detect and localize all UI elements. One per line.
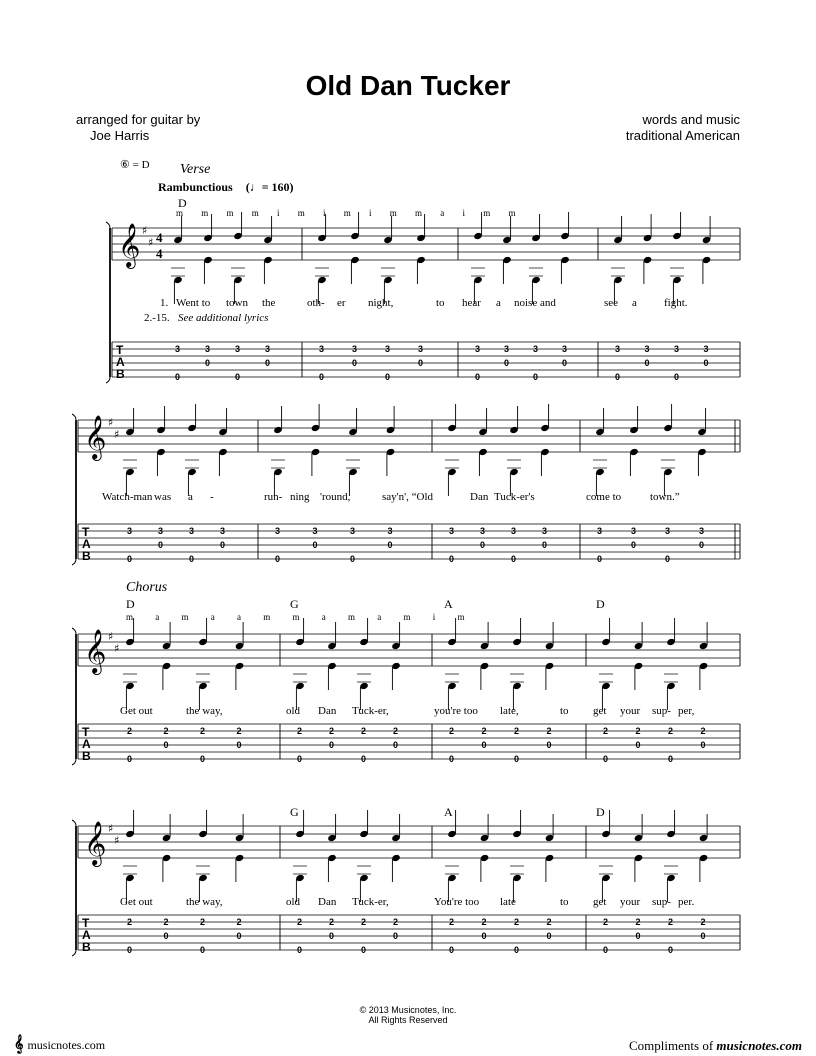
- lyric-syllable: sup-: [652, 705, 671, 717]
- tab-fret-number: 0: [163, 931, 169, 941]
- tab-fret-number: 0: [189, 554, 195, 564]
- musicnotes-logo-icon: 𝄞: [14, 1036, 24, 1053]
- lyric-syllable: the way,: [186, 896, 223, 908]
- tab-fret-number: 0: [481, 931, 487, 941]
- quarter-note-icon: (♩: [245, 180, 262, 194]
- tab-clef: A: [82, 928, 91, 942]
- lyric-syllable: a: [632, 297, 637, 309]
- tab-fret-number: 0: [175, 372, 181, 382]
- tab-fret-number: 2: [449, 726, 455, 736]
- tab-fret-number: 2: [481, 726, 487, 736]
- lyric-syllable: late: [500, 896, 516, 908]
- lyric-syllable: hear: [462, 297, 481, 309]
- tab-fret-number: 0: [533, 372, 539, 382]
- tab-fret-number: 0: [480, 540, 486, 550]
- compliments-text: Compliments of: [629, 1038, 714, 1053]
- lyric-syllable: sup-: [652, 896, 671, 908]
- tab-fret-number: 3: [665, 526, 671, 536]
- tab-fret-number: 0: [387, 540, 393, 550]
- tab-fret-number: 0: [603, 945, 609, 955]
- lyric-syllable: town: [226, 297, 248, 309]
- lyric-syllable: er: [337, 297, 346, 309]
- lyric-syllable: You're too: [434, 896, 480, 908]
- tab-fret-number: 3: [449, 526, 455, 536]
- tab-clef: B: [82, 749, 91, 763]
- lyric-syllable: per,: [678, 705, 695, 717]
- tab-fret-number: 0: [700, 931, 706, 941]
- lyric-syllable: the way,: [186, 705, 223, 717]
- tab-fret-number: 3: [127, 526, 133, 536]
- compliments-site-link[interactable]: musicnotes.com: [716, 1038, 802, 1053]
- tab-fret-number: 0: [635, 740, 641, 750]
- copyright-line: © 2013 Musicnotes, Inc.: [359, 1005, 457, 1015]
- tab-fret-number: 0: [668, 754, 674, 764]
- tab-fret-number: 0: [236, 740, 242, 750]
- tab-fret-number: 3: [562, 344, 568, 354]
- tuning-indicator: ⑥ = D: [120, 159, 150, 171]
- tempo-label: Rambunctious: [158, 180, 233, 194]
- tab-fret-number: 0: [361, 754, 367, 764]
- tab-fret-number: 3: [387, 526, 393, 536]
- lyric-syllable: Get out: [120, 705, 153, 717]
- lyric-syllable: the: [262, 297, 276, 309]
- chord-symbol: D: [596, 597, 605, 611]
- tab-fret-number: 3: [644, 344, 650, 354]
- lyric-syllable: old: [286, 705, 301, 717]
- tab-fret-number: 2: [236, 917, 242, 927]
- tab-fret-number: 0: [205, 358, 211, 368]
- lyric-syllable: per.: [678, 896, 695, 908]
- tab-fret-number: 3: [475, 344, 481, 354]
- tab-fret-number: 0: [514, 754, 520, 764]
- tab-fret-number: 3: [205, 344, 211, 354]
- lyric-syllable: to: [436, 297, 445, 309]
- tab-fret-number: 3: [703, 344, 709, 354]
- tab-fret-number: 2: [635, 917, 641, 927]
- tab-fret-number: 0: [319, 372, 325, 382]
- tempo-value: = 160: [261, 180, 290, 194]
- tab-fret-number: 0: [562, 358, 568, 368]
- tab-fret-number: 0: [275, 554, 281, 564]
- tab-clef: B: [82, 940, 91, 954]
- lyric-syllable: Went to: [176, 297, 211, 309]
- lyric-syllable: Get out: [120, 896, 153, 908]
- tab-clef: T: [116, 343, 124, 357]
- fingering-row: m a m a a m m a m a m i m: [126, 612, 465, 622]
- verse-label: Verse: [180, 162, 211, 177]
- chorus-label: Chorus: [126, 580, 168, 595]
- lyric-syllable: a: [496, 297, 501, 309]
- lyric-syllable: late,: [500, 705, 519, 717]
- tab-fret-number: 0: [511, 554, 517, 564]
- tab-fret-number: 2: [163, 917, 169, 927]
- tab-fret-number: 0: [163, 740, 169, 750]
- tab-fret-number: 3: [418, 344, 424, 354]
- tab-fret-number: 2: [546, 917, 552, 927]
- tab-fret-number: 0: [644, 358, 650, 368]
- fingering-row: m m m m i m i m i m m a i m m: [176, 208, 517, 218]
- tab-fret-number: 2: [700, 726, 706, 736]
- lyric-syllable: come to: [586, 491, 622, 503]
- tab-fret-number: 2: [514, 726, 520, 736]
- tab-fret-number: 2: [361, 917, 367, 927]
- tab-fret-number: 0: [385, 372, 391, 382]
- tab-fret-number: 3: [385, 344, 391, 354]
- tab-fret-number: 0: [546, 740, 552, 750]
- tab-clef: T: [82, 916, 90, 930]
- copyright-notice: [0, 1005, 816, 1025]
- tab-fret-number: 0: [350, 554, 356, 564]
- tab-fret-number: 3: [312, 526, 318, 536]
- lyric-syllable: fight.: [664, 297, 688, 309]
- tab-fret-number: 2: [297, 917, 303, 927]
- tab-fret-number: 0: [504, 358, 510, 368]
- tab-fret-number: 3: [480, 526, 486, 536]
- lyric-syllable: Tuck-er,: [352, 705, 389, 717]
- sharp-icon: ♯: [148, 236, 154, 249]
- tab-clef: A: [82, 737, 91, 751]
- tab-fret-number: 3: [158, 526, 164, 536]
- tab-fret-number: 0: [546, 931, 552, 941]
- tab-fret-number: 0: [665, 554, 671, 564]
- time-signature: 4: [156, 246, 163, 261]
- treble-clef-icon: 𝄞: [84, 629, 107, 673]
- tab-fret-number: 2: [200, 726, 206, 736]
- tab-fret-number: 2: [668, 917, 674, 927]
- tab-fret-number: 0: [449, 554, 455, 564]
- footer-site-link[interactable]: musicnotes.com: [27, 1038, 106, 1052]
- tab-fret-number: 2: [514, 917, 520, 927]
- tab-fret-number: 3: [533, 344, 539, 354]
- tab-fret-number: 0: [674, 372, 680, 382]
- arranger-line1: arranged for guitar by: [76, 112, 201, 127]
- lyric-syllable: Watch-man: [102, 491, 153, 503]
- tab-fret-number: 0: [393, 931, 399, 941]
- chord-symbol: D: [178, 196, 187, 210]
- tab-fret-number: 0: [236, 931, 242, 941]
- page-title: Old Dan Tucker: [305, 70, 511, 101]
- sharp-icon: ♯: [108, 630, 114, 643]
- time-signature: 4: [156, 230, 163, 245]
- lyric-syllable: see: [604, 297, 619, 309]
- lyric-syllable: night,: [368, 297, 394, 309]
- lyric-syllable: -: [210, 491, 214, 503]
- tab-fret-number: 3: [352, 344, 358, 354]
- tab-fret-number: 3: [265, 344, 271, 354]
- treble-clef-icon: 𝄞: [84, 415, 107, 459]
- tab-fret-number: 0: [668, 945, 674, 955]
- tab-fret-number: 0: [603, 754, 609, 764]
- tab-fret-number: 0: [127, 754, 133, 764]
- composer-line1: words and music: [642, 112, 740, 127]
- tab-fret-number: 0: [200, 754, 206, 764]
- lyric-syllable: was: [154, 491, 172, 503]
- tab-fret-number: 0: [235, 372, 241, 382]
- tab-fret-number: 0: [699, 540, 705, 550]
- tab-fret-number: 3: [220, 526, 226, 536]
- lyric-syllable: get: [593, 896, 607, 908]
- chord-symbol: A: [444, 597, 453, 611]
- composer-line2: traditional American: [625, 128, 740, 143]
- rights-line: All Rights Reserved: [368, 1015, 448, 1025]
- tab-fret-number: 0: [631, 540, 637, 550]
- tab-fret-number: 0: [127, 945, 133, 955]
- tab-fret-number: 2: [200, 917, 206, 927]
- tab-fret-number: 3: [175, 344, 181, 354]
- tab-fret-number: 0: [514, 945, 520, 955]
- tab-fret-number: 2: [481, 917, 487, 927]
- tab-fret-number: 3: [350, 526, 356, 536]
- tab-fret-number: 0: [703, 358, 709, 368]
- tab-fret-number: 3: [615, 344, 621, 354]
- lyric-syllable: to: [560, 896, 569, 908]
- lyric-syllable: say'n', “Old: [382, 491, 434, 503]
- tab-fret-number: 0: [635, 931, 641, 941]
- tab-fret-number: 0: [615, 372, 621, 382]
- tab-fret-number: 3: [597, 526, 603, 536]
- tab-fret-number: 0: [361, 945, 367, 955]
- tempo-marking: Rambunctious (♩= 160): [158, 180, 294, 194]
- tab-fret-number: 3: [319, 344, 325, 354]
- tab-fret-number: 3: [189, 526, 195, 536]
- tab-fret-number: 2: [700, 917, 706, 927]
- tab-fret-number: 2: [603, 726, 609, 736]
- tab-fret-number: 0: [220, 540, 226, 550]
- tab-fret-number: 0: [265, 358, 271, 368]
- tab-fret-number: 0: [597, 554, 603, 564]
- tab-fret-number: 2: [361, 726, 367, 736]
- lyric-syllable: Tuck-er,: [352, 896, 389, 908]
- tab-fret-number: 2: [635, 726, 641, 736]
- chord-symbol: A: [444, 805, 453, 819]
- lyric-syllable: your: [620, 705, 641, 717]
- lyric-syllable: run-: [264, 491, 283, 503]
- lyric-syllable: a: [188, 491, 193, 503]
- tab-fret-number: 0: [449, 945, 455, 955]
- lyric-syllable: Dan: [318, 896, 337, 908]
- tab-fret-number: 2: [127, 726, 133, 736]
- tab-fret-number: 2: [127, 917, 133, 927]
- tab-clef: A: [82, 537, 91, 551]
- lyric-syllable: 'round,: [320, 491, 351, 503]
- verse-number: 2.-15.: [144, 312, 170, 324]
- tab-fret-number: 0: [481, 740, 487, 750]
- tab-fret-number: 0: [352, 358, 358, 368]
- verse-number: 1.: [160, 297, 169, 309]
- tab-fret-number: 0: [200, 945, 206, 955]
- additional-lyrics-note: See additional lyrics: [178, 312, 269, 324]
- tab-fret-number: 0: [329, 740, 335, 750]
- tab-clef: A: [116, 355, 125, 369]
- lyric-syllable: you're too: [434, 705, 478, 717]
- chord-symbol: D: [126, 597, 135, 611]
- tab-fret-number: 0: [297, 945, 303, 955]
- tab-fret-number: 2: [393, 726, 399, 736]
- chord-symbol: G: [290, 805, 299, 819]
- tab-fret-number: 3: [631, 526, 637, 536]
- tab-fret-number: 0: [475, 372, 481, 382]
- lyric-syllable: noise and: [514, 297, 556, 309]
- tab-clef: B: [116, 367, 125, 381]
- lyric-syllable: to: [560, 705, 569, 717]
- tab-fret-number: 2: [546, 726, 552, 736]
- lyric-syllable: old: [286, 896, 301, 908]
- tab-fret-number: 2: [449, 917, 455, 927]
- treble-clef-icon: 𝄞: [84, 821, 107, 865]
- tab-fret-number: 0: [393, 740, 399, 750]
- footer-compliments: [629, 1038, 802, 1054]
- tab-fret-number: 0: [127, 554, 133, 564]
- tab-fret-number: 2: [668, 726, 674, 736]
- lyric-syllable: oth-: [307, 297, 325, 309]
- tab-fret-number: 3: [699, 526, 705, 536]
- lyric-syllable: Dan: [318, 705, 337, 717]
- tab-clef: T: [82, 525, 90, 539]
- tab-fret-number: 0: [418, 358, 424, 368]
- tab-fret-number: 3: [542, 526, 548, 536]
- sharp-icon: ♯: [108, 822, 114, 835]
- lyric-syllable: ning: [290, 491, 310, 503]
- tab-fret-number: 3: [275, 526, 281, 536]
- tab-fret-number: 0: [297, 754, 303, 764]
- tab-fret-number: 2: [393, 917, 399, 927]
- footer-site: [14, 1036, 105, 1054]
- tab-fret-number: 2: [329, 917, 335, 927]
- tab-fret-number: 0: [329, 931, 335, 941]
- sharp-icon: ♯: [114, 834, 120, 847]
- tab-fret-number: 3: [504, 344, 510, 354]
- tab-fret-number: 0: [700, 740, 706, 750]
- tab-fret-number: 2: [329, 726, 335, 736]
- lyric-syllable: Tuck-er's: [494, 491, 535, 503]
- tab-fret-number: 3: [511, 526, 517, 536]
- chord-symbol: D: [596, 805, 605, 819]
- tab-fret-number: 2: [236, 726, 242, 736]
- tab-fret-number: 0: [449, 754, 455, 764]
- lyric-syllable: get: [593, 705, 607, 717]
- tab-fret-number: 2: [297, 726, 303, 736]
- tab-fret-number: 2: [163, 726, 169, 736]
- lyric-syllable: town.”: [650, 491, 680, 503]
- lyric-syllable: your: [620, 896, 641, 908]
- lyric-syllable: Dan: [470, 491, 489, 503]
- tab-clef: B: [82, 549, 91, 563]
- tab-clef: T: [82, 725, 90, 739]
- arranger-line2: Joe Harris: [90, 128, 150, 143]
- tab-fret-number: 2: [603, 917, 609, 927]
- sharp-icon: ♯: [142, 224, 148, 237]
- sharp-icon: ♯: [114, 642, 120, 655]
- sharp-icon: ♯: [114, 428, 120, 441]
- tab-fret-number: 0: [158, 540, 164, 550]
- tab-fret-number: 0: [542, 540, 548, 550]
- sharp-icon: ♯: [108, 416, 114, 429]
- tab-fret-number: 0: [312, 540, 318, 550]
- tab-fret-number: 3: [235, 344, 241, 354]
- tab-fret-number: 3: [674, 344, 680, 354]
- chord-symbol: G: [290, 597, 299, 611]
- treble-clef-icon: 𝄞: [118, 223, 141, 267]
